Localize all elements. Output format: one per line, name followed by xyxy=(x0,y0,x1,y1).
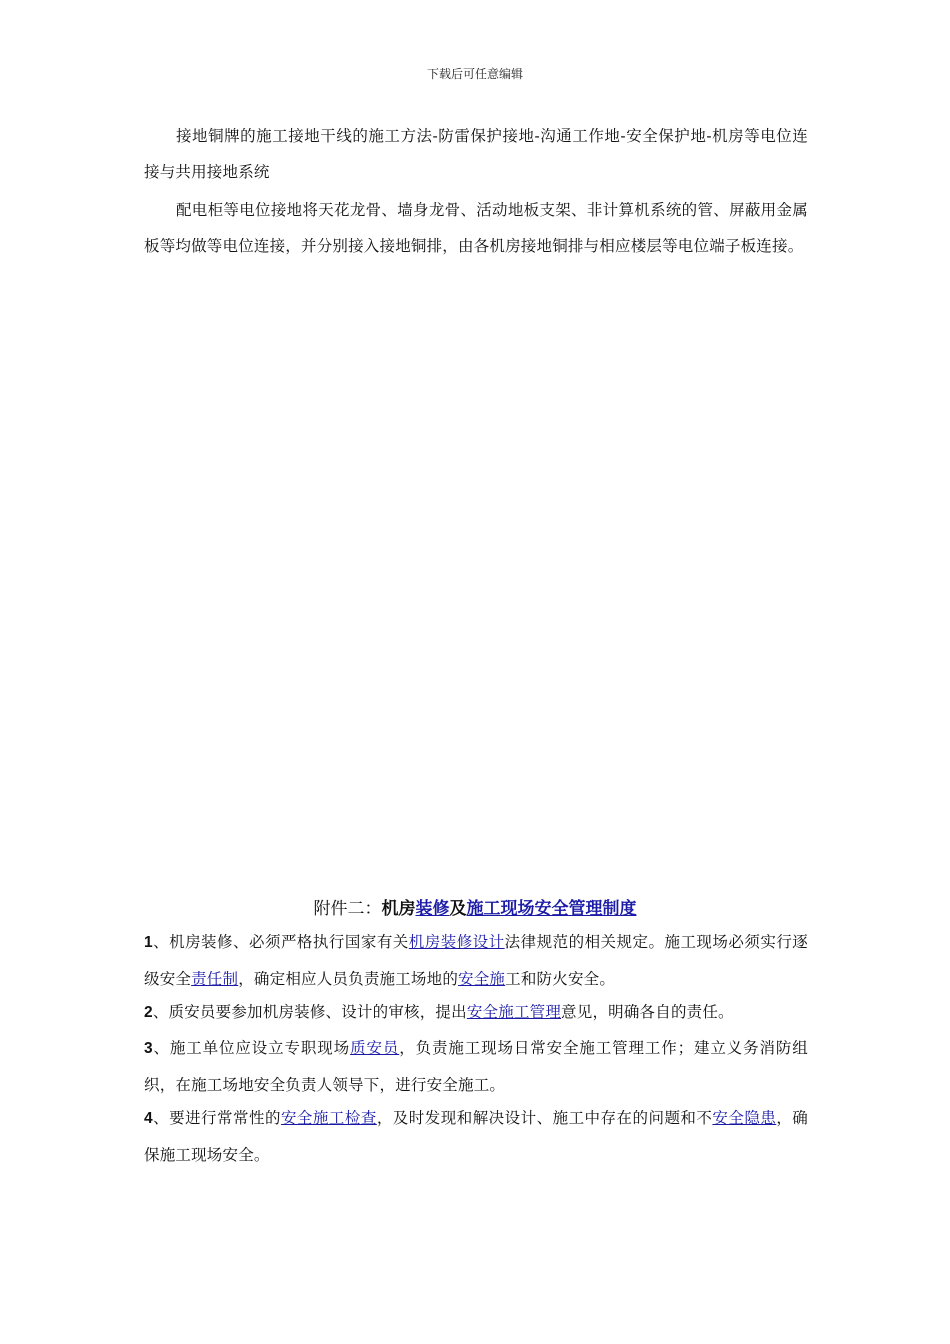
section-title-part1: 机房 xyxy=(381,899,416,919)
item-text: 、质安员要参加机房装修、设计的审核，提出 xyxy=(152,1003,467,1021)
link-site-safety-rules[interactable]: 施工现场安全管理制度 xyxy=(466,899,637,919)
item-number: 2 xyxy=(144,1004,153,1021)
link-room-decoration-design[interactable]: 机房装修设计 xyxy=(408,933,505,951)
link-safety-construction-management[interactable]: 安全施工管理 xyxy=(466,1003,562,1021)
link-safety-hazard[interactable]: 安全隐患 xyxy=(712,1109,777,1127)
item-text: ，及时发现和解决设计、施工中存在的问题和不 xyxy=(376,1109,713,1127)
list-item-1 xyxy=(144,924,808,997)
item-text: 意见，明确各自的责任。 xyxy=(561,1003,734,1021)
link-safety-inspection[interactable]: 安全施工检查 xyxy=(280,1109,377,1127)
section-title xyxy=(0,896,950,922)
link-responsibility-system[interactable]: 责任制 xyxy=(191,970,239,988)
list-item-3 xyxy=(144,1030,808,1103)
item-number: 4 xyxy=(144,1110,153,1127)
item-text: ，负责施工现场日常安全施工管理工作；建立义务消防组织，在施工场地安全负责人领导下，进行安全施工。 xyxy=(144,1039,808,1094)
page-header: 下载后可任意编辑 xyxy=(426,67,523,81)
list-item-2 xyxy=(144,994,808,1031)
item-text: ，确定相应人员负责施工场地的 xyxy=(238,970,459,988)
link-safe-construction[interactable]: 安全施 xyxy=(458,970,506,988)
link-decoration[interactable]: 装修 xyxy=(415,899,450,919)
item-number: 1 xyxy=(144,934,153,951)
paragraph-grounding-method: 接地铜牌的施工接地干线的施工方法-防雷保护接地-沟通工作地-安全保护地-机房等电位连接与共用接地系统 xyxy=(144,127,808,181)
item-text: ，确保施工现场安全。 xyxy=(144,1109,808,1164)
list-item-4 xyxy=(144,1100,808,1173)
section-title-prefix: 附件二： xyxy=(313,899,382,919)
link-quality-safety-officer[interactable]: 质安员 xyxy=(350,1039,400,1057)
item-number: 3 xyxy=(144,1040,153,1057)
item-text: 、施工单位应设立专职现场 xyxy=(152,1039,351,1057)
item-text: 、机房装修、必须严格执行国家有关 xyxy=(152,933,409,951)
item-text: 工和防火安全。 xyxy=(505,970,616,988)
item-text: 、要进行常常性的 xyxy=(152,1109,281,1127)
paragraph-equipotential: 配电柜等电位接地将天花龙骨、墙身龙骨、活动地板支架、非计算机系统的管、屏蔽用金属板等均做等电位连接，并分别接入接地铜排，由各机房接地铜排与相应楼层等电位端子板连接。 xyxy=(144,201,808,255)
section-title-part2: 及 xyxy=(449,899,467,919)
item-text: 法律规范的相关规定。施工现场必须实行逐级安全 xyxy=(144,933,809,988)
